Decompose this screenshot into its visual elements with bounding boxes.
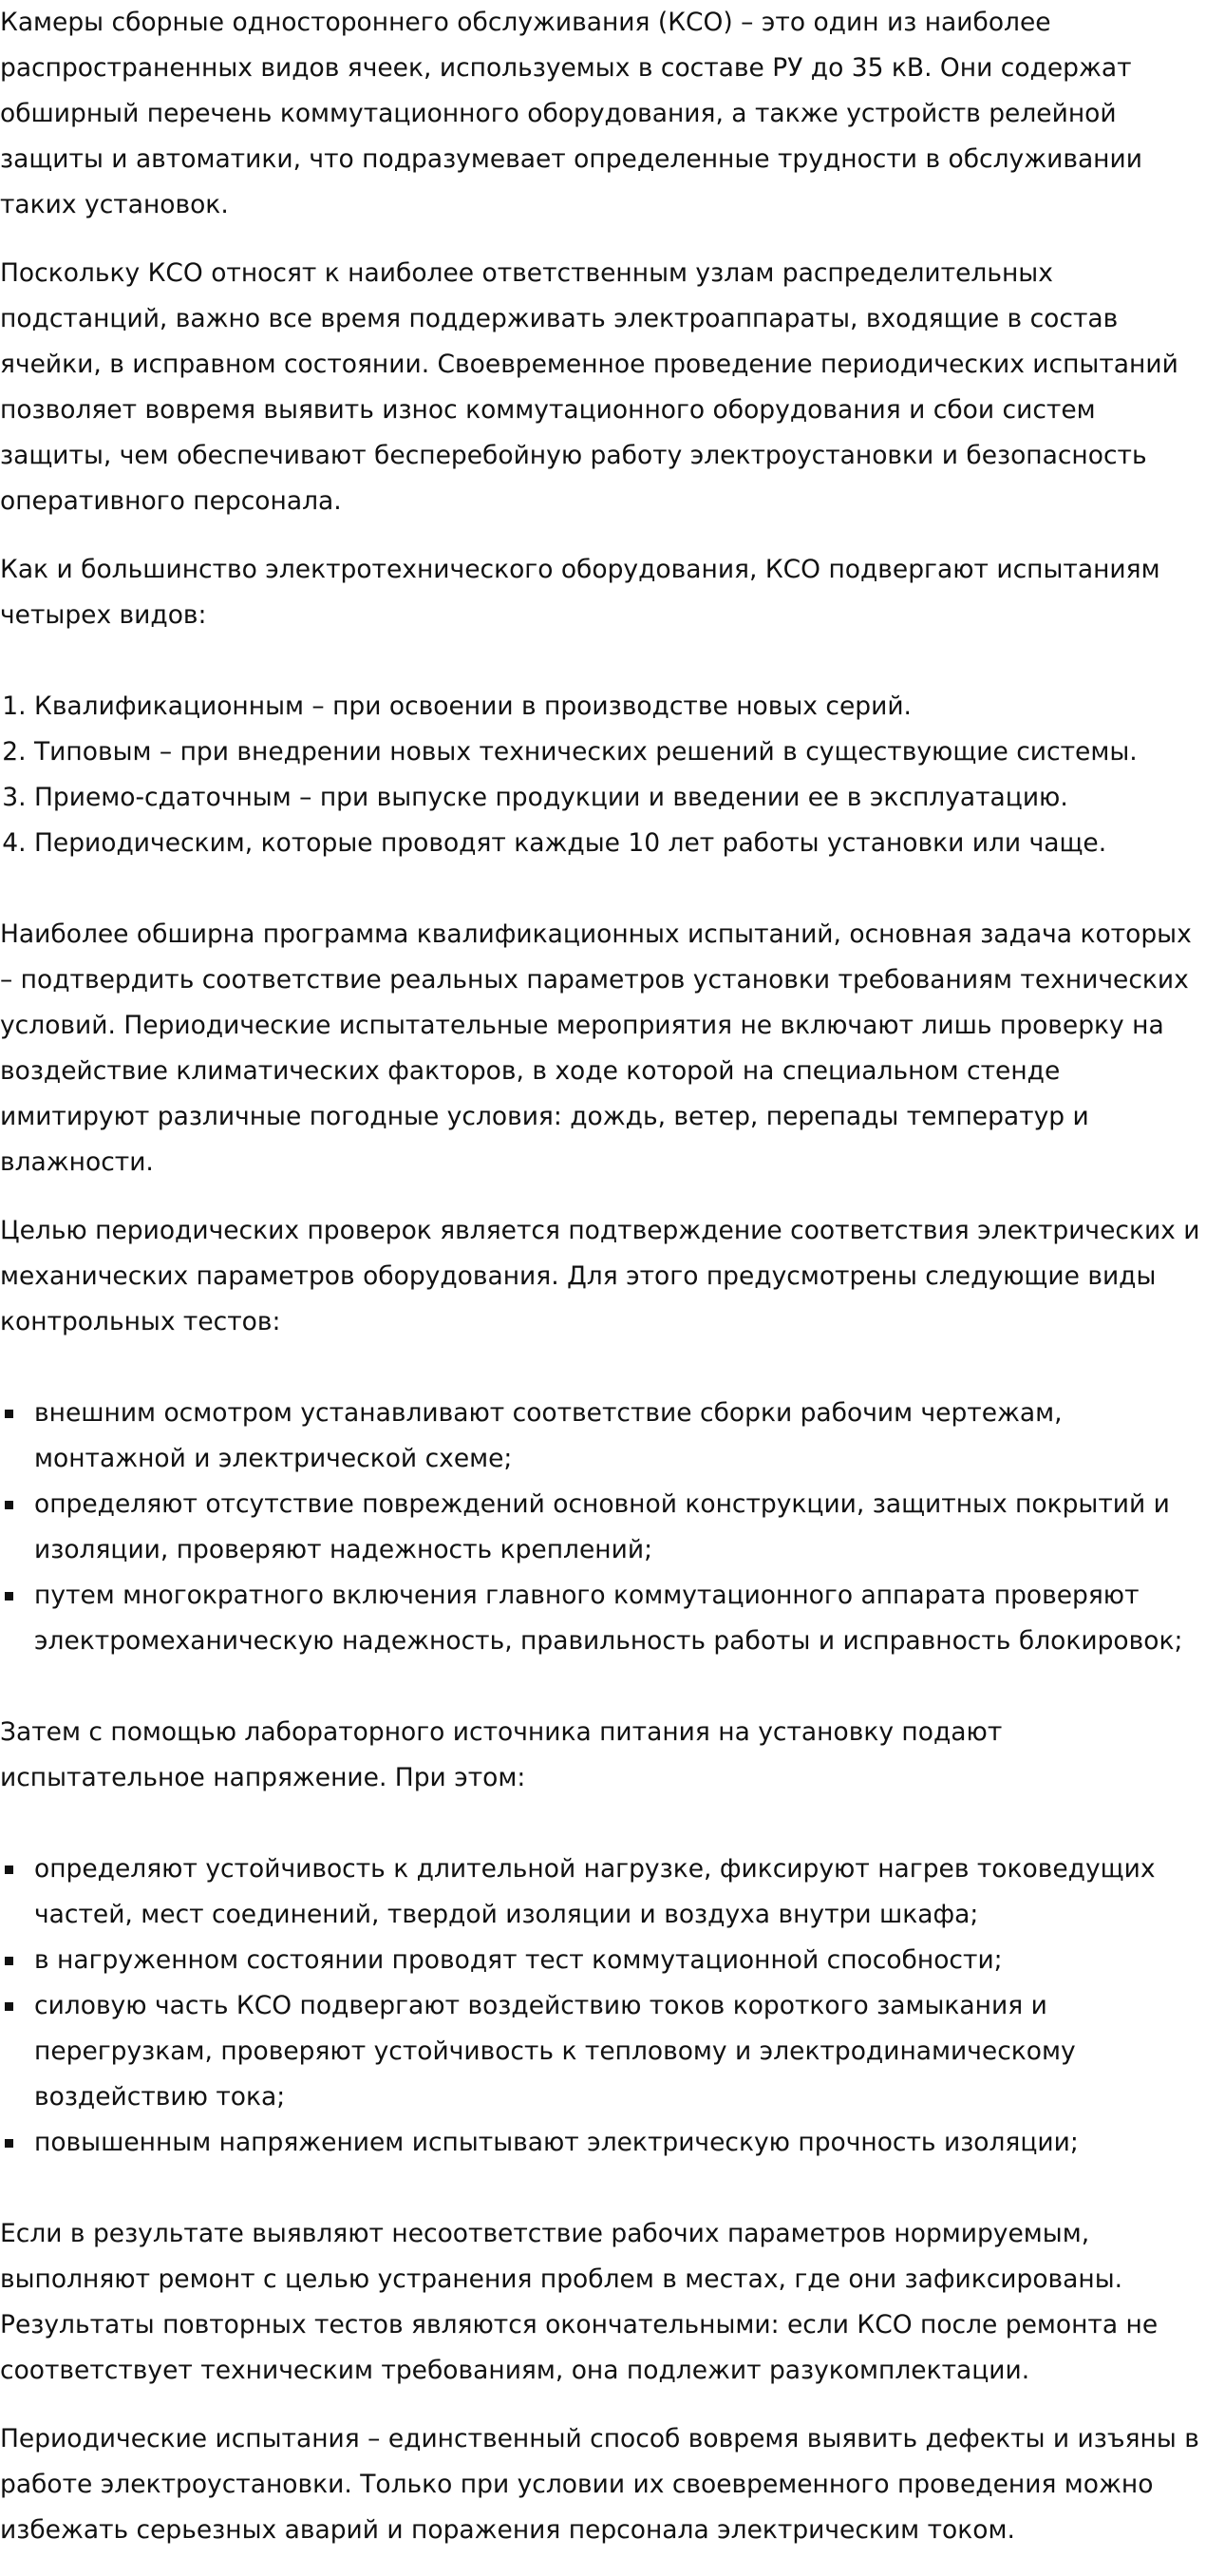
periodic-goal-paragraph: Целью периодических проверок является подтверждение соответствия электрических и механических параметров оборудования. Для этого предусмотрены следующие виды контрольных тестов: — [0, 1216, 1200, 1336]
list-item: 2. Типовым – при внедрении новых технических решений в существующие системы. — [34, 729, 1206, 775]
list-item: 1. Квалификационным – при освоении в производстве новых серий. — [34, 684, 1206, 729]
intro-paragraph: Камеры сборные одностороннего обслуживания (КСО) – это один из наиболее распространенных видов ячеек, используемых в составе РУ до 35 кВ. Они содержат обширный перечень коммутационного оборудования, а также устройств релейной защиты и автоматики, что подразумевает определенные трудности в обслуживании таких установок. — [0, 8, 1142, 219]
list-item: определяют устойчивость к длительной нагрузке, фиксируют нагрев токоведущих частей, мест соединений, твердой изоляции и воздуха внутри шкафа; — [34, 1847, 1206, 1938]
test-types-intro: Как и большинство электротехнического оборудования, КСО подвергают испытаниям четырех видов: — [0, 555, 1160, 630]
list-item: 4. Периодическим, которые проводят каждые 10 лет работы установки или чаще. — [34, 821, 1206, 866]
voltage-intro-paragraph: Затем с помощью лабораторного источника питания на установку подают испытательное напряжение. При этом: — [0, 1717, 1003, 1792]
list-item: 3. Приемо-сдаточным – при выпуске продукции и введении ее в эксплуатацию. — [34, 775, 1206, 821]
list-item: внешним осмотром устанавливают соответствие сборки рабочим чертежам, монтажной и электрической схеме; — [34, 1391, 1206, 1482]
list-item: определяют отсутствие повреждений основной конструкции, защитных покрытий и изоляции, проверяют надежность креплений; — [34, 1482, 1206, 1573]
test-types-list — [0, 684, 1206, 866]
importance-paragraph: Поскольку КСО относят к наиболее ответственным узлам распределительных подстанций, важно все время поддерживать электроаппараты, входящие в состав ячейки, в исправном состоянии. Своевременное проведение периодических испытаний позволяет вовремя выявить износ коммутационного оборудования и сбои систем защиты, чем обеспечивают бесперебойную работу электроустановки и безопасность оперативного персонала. — [0, 258, 1178, 516]
voltage-tests-list — [0, 1847, 1206, 2166]
list-item: в нагруженном состоянии проводят тест коммутационной способности; — [34, 1938, 1206, 1983]
list-item: путем многократного включения главного коммутационного аппарата проверяют электромеханическую надежность, правильность работы и исправность блокировок; — [34, 1573, 1206, 1664]
list-item: силовую часть КСО подвергают воздействию токов короткого замыкания и перегрузкам, проверяют устойчивость к тепловому и электродинамическому воздействию тока; — [34, 1983, 1206, 2120]
conclusion-paragraph: Периодические испытания – единственный способ вовремя выявить дефекты и изъяны в работе электроустановки. Только при условии их своевременного проведения можно избежать серьезных аварий и поражения персонала электрическим током. — [0, 2424, 1199, 2545]
repair-paragraph: Если в результате выявляют несоответствие рабочих параметров нормируемым, выполняют ремонт с целью устранения проблем в местах, где они зафиксированы. Результаты повторных тестов являются окончательными: если КСО после ремонта не соответствует техническим требованиям, она подлежит разукомплектации. — [0, 2219, 1159, 2385]
control-tests-list — [0, 1391, 1206, 1664]
qualification-paragraph: Наиболее обширна программа квалификационных испытаний, основная задача которых – подтвердить соответствие реальных параметров установки требованиям технических условий. Периодические испытательные мероприятия не включают лишь проверку на воздействие климатических факторов, в ходе которой на специальном стенде имитируют различные погодные условия: дождь, ветер, перепады температур и влажности. — [0, 919, 1192, 1177]
list-item: повышенным напряжением испытывают электрическую прочность изоляции; — [34, 2120, 1206, 2166]
